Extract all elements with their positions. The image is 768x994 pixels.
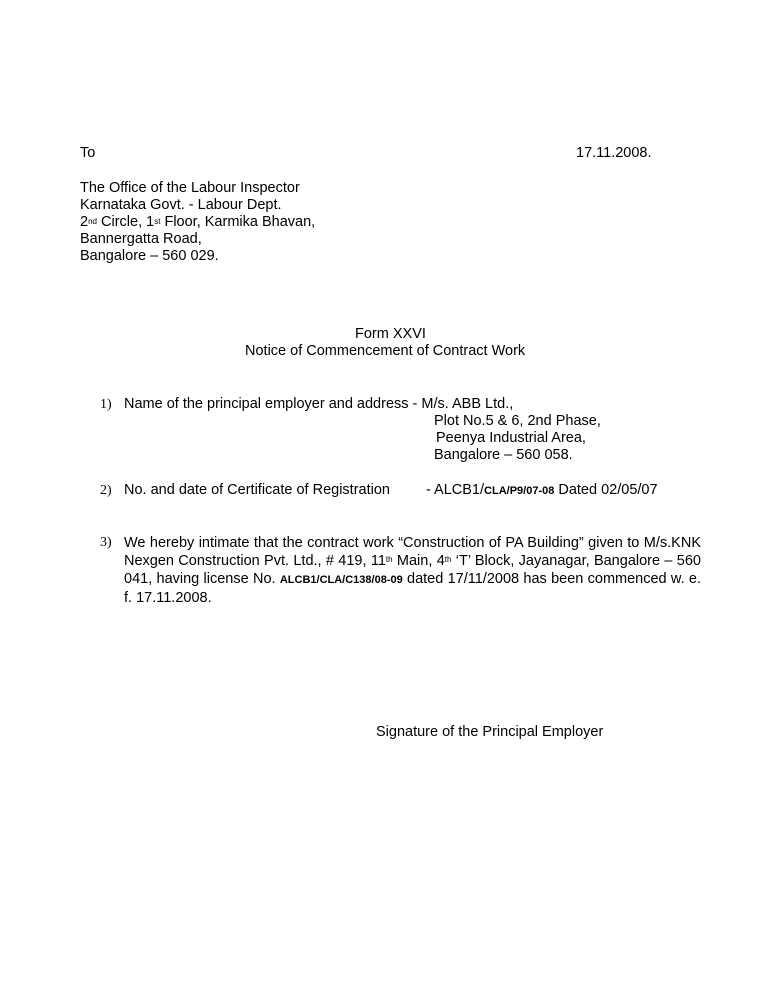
address-line-3-part-a: 2 [80,214,89,230]
item-2-number: 2) [100,483,112,498]
item-1-address-line-2: Peenya Industrial Area, [436,430,586,446]
item-3-paragraph [124,534,701,607]
license-number: ALCB1/CLA/C138/08-09 [279,574,403,586]
registration-number: CLA/P9/07-08 [484,485,555,497]
address-line-3-sup-2: st [154,217,161,226]
item-3-sup-1: th [385,555,393,564]
form-subtitle: Notice of Commencement of Contract Work [245,343,526,359]
item-2-value [426,482,658,500]
item-1-address-line-3: Bangalore – 560 058. [434,447,573,463]
item-3-sup-2: th [444,555,452,564]
address-line-3-sup-1: nd [88,217,97,226]
signature-label: Signature of the Principal Employer [376,724,604,740]
item-3-text-d: dated 17/11/2008 has been commenced w. e. f. 17.11.2008. [124,571,701,606]
address-line-3-part-c: Floor, Karmika Bhavan, [160,214,316,230]
address-line-1: The Office of the Labour Inspector [80,180,300,196]
form-title: Form XXVI [355,326,426,342]
address-line-3 [80,214,315,231]
item-2-value-prefix: - ALCB1/ [426,482,485,498]
address-line-2: Karnataka Govt. - Labour Dept. [80,197,282,213]
address-line-4: Bannergatta Road, [80,231,202,247]
item-2-label: No. and date of Certificate of Registration [124,482,390,498]
to-label: To [80,145,96,161]
address-line-3-part-b: Circle, 1 [96,214,155,230]
item-3-number: 3) [100,535,112,550]
item-3-text-c: ‘T’ Block, Jayanagar, Bangalore – 560 041, having license No. [124,553,701,587]
item-1-label: Name of the principal employer and address - M/s. ABB Ltd., [124,396,514,412]
letter-date: 17.11.2008. [576,145,652,161]
item-1-address-line-1: Plot No.5 & 6, 2nd Phase, [434,413,601,429]
item-3-text-b: Main, 4 [392,553,445,569]
item-1-number: 1) [100,397,112,412]
item-3-text-a: We hereby intimate that the contract work “Construction of PA Building” given to M/s.KNK Nexgen Construction Pvt. Ltd., # 419, 11 [124,535,701,569]
address-line-5: Bangalore – 560 029. [80,248,219,264]
item-2-value-suffix: Dated 02/05/07 [554,482,658,498]
